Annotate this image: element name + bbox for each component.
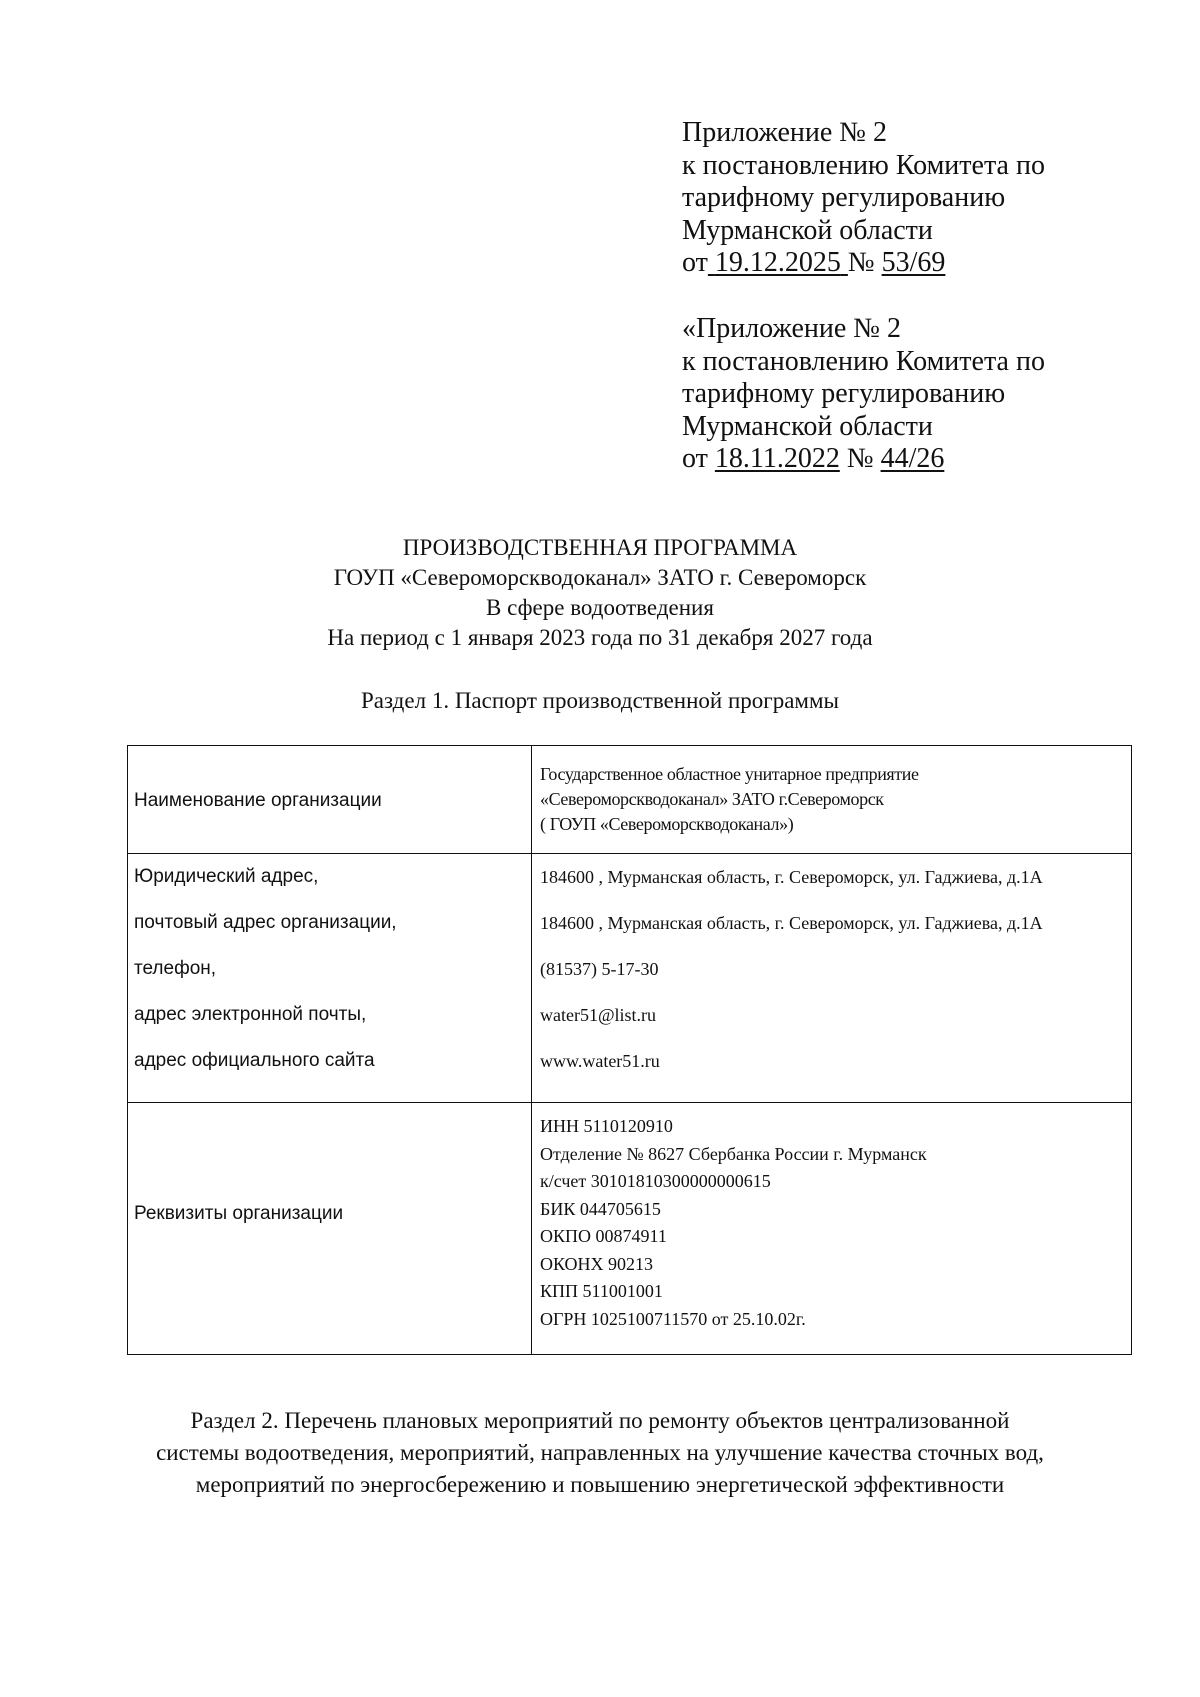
org-value-line: ( ГОУП «Североморскводоканал») <box>540 814 794 834</box>
program-title-line1: ПРОИЗВОДСТВЕННАЯ ПРОГРАММА <box>402 535 798 560</box>
org-value-line: «Североморскводоканал» ЗАТО г.Североморск <box>540 789 884 809</box>
legal-address-value: 184600 , Мурманская область, г. Североморск, ул. Гаджиева, д.1А <box>540 867 1043 887</box>
postal-address-label: почтовый адрес организации, <box>134 912 397 933</box>
email-label: адрес электронной почты, <box>134 1004 367 1025</box>
annex-current-dateline <box>682 247 1045 280</box>
email-value: water51@list.ru <box>540 1005 657 1025</box>
annex-current-line4: Мурманской области <box>682 214 933 246</box>
annex-current-line2: к постановлению Комитета по <box>682 149 1045 181</box>
annex-current-line1: Приложение № 2 <box>682 117 887 148</box>
phone-value: (81537) 5-17-30 <box>540 959 659 979</box>
annex-previous-date: 18.11.2022 <box>714 443 840 474</box>
annex-current-num-prefix: № <box>847 247 875 278</box>
legal-address-label: Юридический адрес, <box>134 866 319 887</box>
section2-line2: системы водоотведения, мероприятий, направленных на улучшение качества сточных вод, <box>156 1440 1044 1465</box>
annex-current-number: 53/69 <box>881 247 946 278</box>
annex-current-date: 19.12.2025 <box>714 247 841 278</box>
table-row-requisites <box>128 1103 1132 1355</box>
requisite-line: КПП 511001001 <box>540 1281 663 1301</box>
annex-previous-date-prefix: от <box>682 443 708 474</box>
requisite-line: ОКОНХ 90213 <box>540 1253 654 1274</box>
section2-line1: Раздел 2. Перечень плановых мероприятий по ремонту объектов централизованной <box>190 1408 1010 1433</box>
annex-current <box>682 117 1045 280</box>
postal-address-value: 184600 , Мурманская область, г. Североморск, ул. Гаджиева, д.1А <box>540 913 1043 933</box>
program-title-line2: ГОУП «Североморскводоканал» ЗАТО г. Североморск <box>333 565 867 590</box>
org-value <box>532 746 1131 837</box>
annex-previous-num-prefix: № <box>846 443 874 474</box>
requisite-line: Отделение № 8627 Сбербанка России г. Мурманск <box>540 1143 927 1164</box>
requisite-line: БИК 044705615 <box>540 1198 661 1219</box>
org-label: Наименование организации <box>134 790 382 811</box>
phone-label: телефон, <box>134 958 217 979</box>
annex-current-date-prefix: от <box>682 247 708 278</box>
table-row-org <box>128 746 1132 854</box>
annex-previous-line1: «Приложение № 2 <box>682 313 901 344</box>
annex-previous <box>682 313 1045 476</box>
website-value: www.water51.ru <box>540 1051 660 1071</box>
passport-table <box>127 745 1132 1355</box>
annex-current-line3: тарифному регулированию <box>682 182 1006 213</box>
requisite-line: ОГРН 1025100711570 от 25.10.02г. <box>540 1308 806 1329</box>
website-label: адрес официального сайта <box>134 1050 375 1071</box>
requisite-line: ОКПО 00874911 <box>540 1226 667 1246</box>
annex-previous-line3: тарифному регулированию <box>682 378 1006 409</box>
program-title-line4: На период с 1 января 2023 года по 31 декабря 2027 года <box>327 625 873 650</box>
annex-previous-line4: Мурманской области <box>682 410 933 442</box>
requisites-label: Реквизиты организации <box>134 1203 344 1224</box>
section2-line3: мероприятий по энергосбережению и повышению энергетической эффективности <box>195 1472 1005 1497</box>
org-value-line: Государственное областное унитарное предприятие <box>540 764 919 784</box>
annex-previous-number: 44/26 <box>880 443 945 474</box>
section2-heading <box>0 1405 1200 1501</box>
requisite-line: ИНН 5110120910 <box>540 1116 673 1136</box>
table-row-contacts <box>128 854 1132 1103</box>
annex-previous-dateline <box>682 443 1045 476</box>
program-title-line3: В сфере водоотведения <box>486 595 714 620</box>
requisites-values <box>532 1103 1131 1333</box>
requisite-line: к/счет 30101810300000000615 <box>540 1171 771 1191</box>
program-title <box>0 533 1200 653</box>
contacts-labels <box>128 854 531 1084</box>
section1-heading: Раздел 1. Паспорт производственной программы <box>361 688 839 713</box>
contacts-values <box>532 854 1131 1084</box>
annex-previous-line2: к постановлению Комитета по <box>682 345 1045 377</box>
